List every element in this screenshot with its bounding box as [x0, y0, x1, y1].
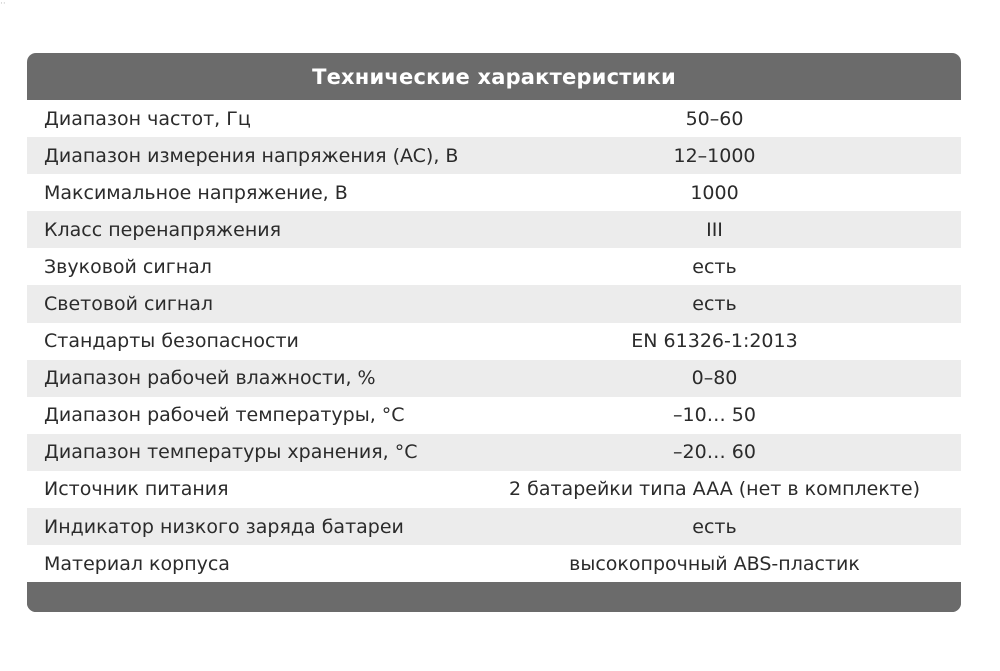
spec-table	[27, 100, 961, 582]
row-label: Стандарты безопасности	[44, 330, 299, 353]
row-value: 50–60	[685, 107, 744, 130]
row-label: Диапазон измерения напряжения (AC), В	[44, 144, 459, 167]
row-label: Класс перенапряжения	[44, 218, 282, 241]
table-row	[27, 471, 961, 508]
row-label: Индикатор низкого заряда батареи	[44, 515, 404, 538]
table-row	[27, 545, 961, 582]
row-value: есть	[692, 293, 737, 316]
row-value: III	[706, 218, 723, 241]
table-row	[27, 211, 961, 248]
row-label: Звуковой сигнал	[44, 255, 212, 278]
table-row	[27, 508, 961, 545]
row-label: Источник питания	[44, 478, 229, 501]
row-label: Диапазон рабочей температуры, °C	[44, 404, 405, 427]
row-label: Диапазон частот, Гц	[44, 107, 251, 130]
row-value: EN 61326-1:2013	[631, 330, 798, 353]
table-row	[27, 285, 961, 322]
table-row	[27, 434, 961, 471]
row-value: есть	[692, 515, 737, 538]
row-value: 1000	[690, 181, 739, 204]
table-footer-bar	[27, 583, 961, 612]
row-value: –10… 50	[673, 404, 756, 427]
row-label: Световой сигнал	[44, 293, 214, 316]
table-row	[27, 323, 961, 360]
row-value: 2 батарейки типа AAA (нет в комплекте)	[509, 478, 920, 501]
spec-table-card	[27, 53, 961, 612]
table-row	[27, 137, 961, 174]
row-label: Диапазон рабочей влажности, %	[44, 367, 376, 390]
row-value: есть	[692, 255, 737, 278]
row-label: Диапазон температуры хранения, °C	[44, 441, 418, 464]
row-value: высокопрочный ABS-пластик	[569, 552, 860, 575]
row-value: 0–80	[691, 367, 738, 390]
table-title: Технические характеристики	[312, 64, 676, 89]
table-row	[27, 174, 961, 211]
row-value: –20… 60	[673, 441, 756, 464]
table-row	[27, 397, 961, 434]
row-label: Максимальное напряжение, В	[44, 181, 348, 204]
row-label: Материал корпуса	[44, 552, 230, 575]
corner-marks: ··	[0, 0, 6, 9]
table-row	[27, 100, 961, 137]
table-row	[27, 248, 961, 285]
row-value: 12–1000	[673, 144, 756, 167]
table-row	[27, 360, 961, 397]
